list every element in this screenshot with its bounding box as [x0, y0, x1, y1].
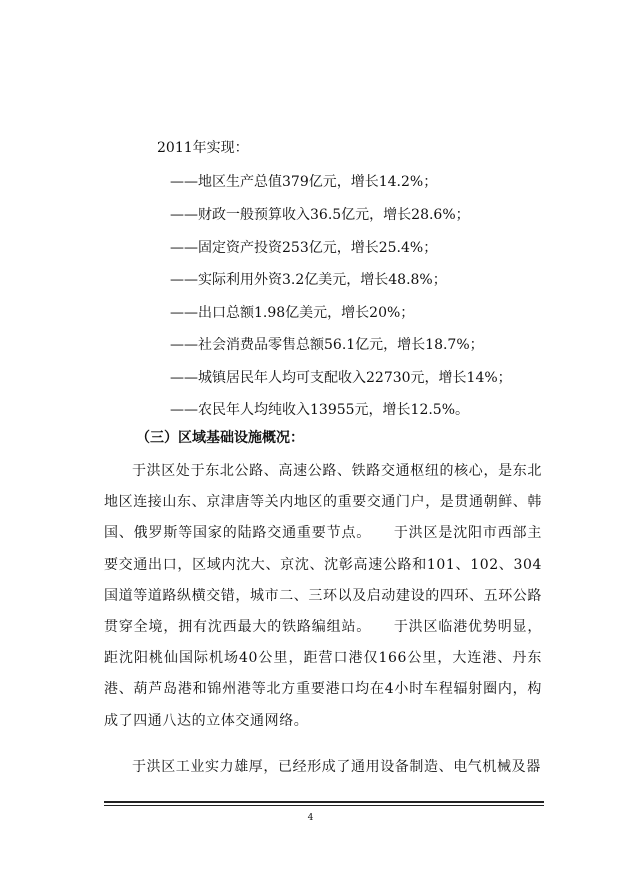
paragraph-industry: 于洪区工业实力雄厚，已经形成了通用设备制造、电气机械及器 [132, 759, 541, 775]
indicator-rural-income: ——农民年人均纯收入13955元，增长12.5%。 [170, 402, 470, 418]
indicator-urban-income: ——城镇居民年人均可支配收入22730元，增长14%； [170, 370, 512, 386]
indicator-fiscal-revenue: ——财政一般预算收入36.5亿元，增长28.6%； [170, 207, 470, 223]
section-heading: （三）区域基础设施概况： [136, 430, 304, 446]
indicator-retail-sales: ——社会消费品零售总额56.1亿元，增长18.7%； [170, 337, 484, 353]
indicator-gdp: ——地区生产总值379亿元，增长14.2%； [170, 174, 438, 190]
year-intro: 2011年实现： [157, 140, 249, 156]
footer-rule [104, 801, 544, 803]
paragraph-infrastructure: 于洪区处于东北公路、高速公路、铁路交通枢纽的核心，是东北地区连接山东、京津唐等关内地区的重要交通门户，是贯通朝鲜、韩国、俄罗斯等国家的陆路交通重要节点。 于洪区是沈阳市西部主要交通出口，区域内沈大、京沈、沈彰高速公路和101、102、304国道等道路纵横交错，城市二、三环以及启动建设的四环、五环公路贯穿全境，拥有沈西最大的铁路编组站。 于洪区临港优势明显，距沈阳桃仙国际机场40公里，距营口港仅166公里，大连港、丹东港、葫芦岛港和锦州港等北方重要港口均在4小时车程辐射圈内，构成了四通八达的立体交通网络。 [104, 463, 542, 729]
indicator-foreign-investment: ——实际利用外资3.2亿美元，增长48.8%； [170, 272, 447, 288]
indicator-exports: ——出口总额1.98亿美元，增长20%； [170, 305, 415, 321]
page-number: 4 [307, 813, 314, 823]
footer-rule-thin [104, 805, 544, 806]
indicator-fixed-asset-investment: ——固定资产投资253亿元，增长25.4%； [170, 240, 438, 256]
